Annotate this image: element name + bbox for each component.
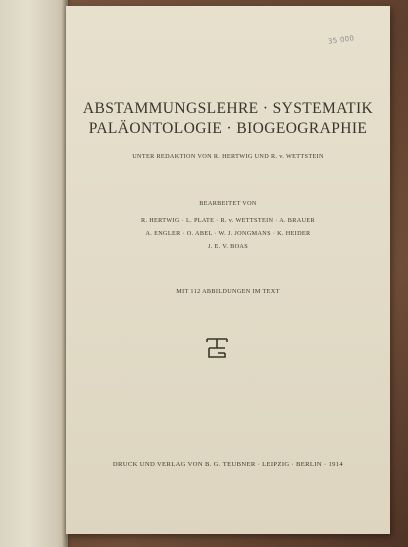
authors-line-1: R. HERTWIG · L. PLATE · R. v. WETTSTEIN · A. BRAUER [140, 217, 316, 224]
teubner-monogram-icon [205, 336, 229, 360]
authors-line-3: J. E. V. BOAS [207, 243, 249, 250]
pencil-note: 35 000 [327, 34, 355, 46]
left-page [0, 0, 68, 547]
authors-line-2: A. ENGLER · O. ABEL · W. J. JONGMANS · K. HEIDER [145, 230, 311, 237]
title-line-2: PALÄONTOLOGIE · BIOGEOGRAPHIE [88, 120, 368, 137]
title-page [66, 6, 390, 534]
publisher-imprint: DRUCK UND VERLAG VON B. G. TEUBNER · LEIPZIG · BERLIN · 1914 [112, 461, 344, 468]
figures-note: MIT 112 ABBILDUNGEN IM TEXT [176, 288, 280, 295]
editorial-subtitle: UNTER REDAKTION VON R. HERTWIG UND R. v. WETTSTEIN [132, 153, 324, 160]
title-line-1: ABSTAMMUNGSLEHRE · SYSTEMATIK [82, 100, 374, 117]
edited-by-heading: BEARBEITET VON [199, 200, 257, 207]
